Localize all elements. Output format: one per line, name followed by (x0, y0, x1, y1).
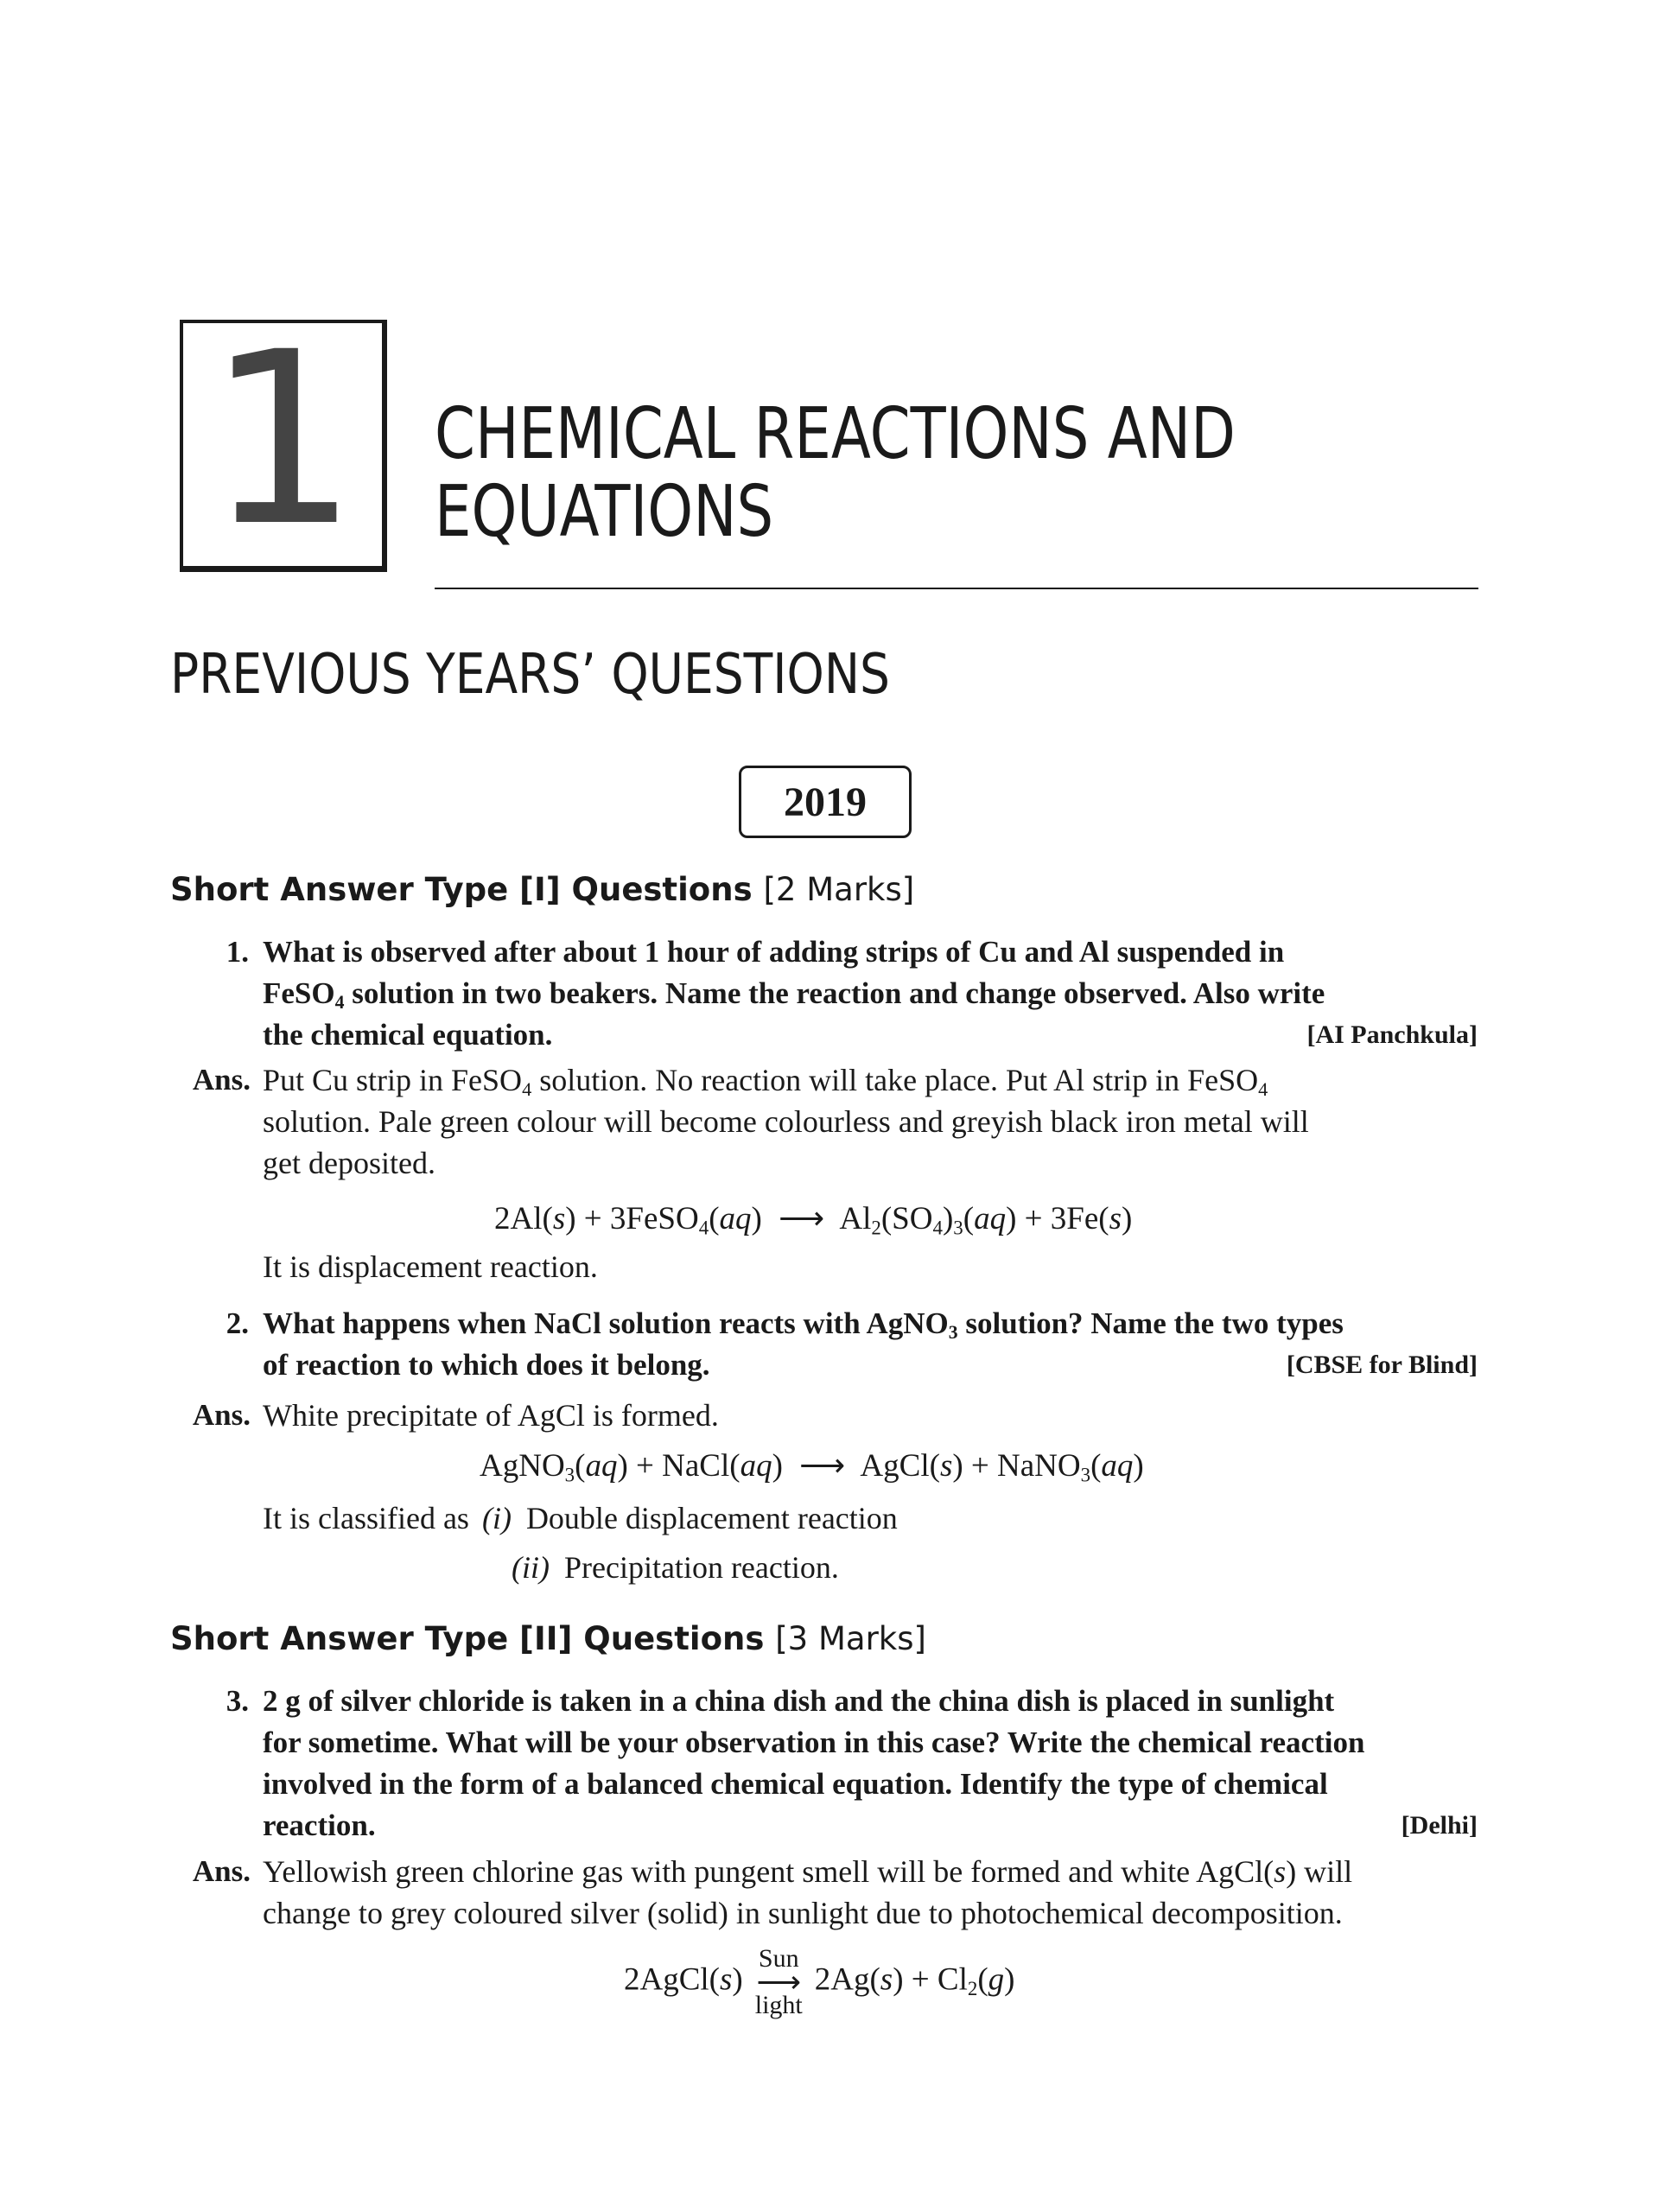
equation-1: 2Al(s) + 3FeSO$_4$(aq) ⟶ $Al_2(SO_4)_3(aq) + 3Fe(s)$ (494, 1201, 1133, 1239)
answer-1-line2: solution. Pale green colour will become colourless and greyish black iron metal will (263, 1104, 1309, 1139)
section-heading-1-marks: [2 Marks] (763, 871, 915, 908)
q3-line4-text: reaction. (263, 1808, 376, 1842)
question-1-source: [AI Panchkula] (1306, 1020, 1478, 1049)
q2-line2-text: of reaction to which does it belong. (263, 1348, 710, 1382)
q1-text-b: solution in two beakers. Name the reaction and change observed. Also write (344, 976, 1325, 1010)
question-1-text (263, 931, 1478, 1056)
q2-text-a: What happens when NaCl solution reacts with AgNO (263, 1306, 949, 1340)
question-2-number: 2. (226, 1306, 249, 1340)
arrow-label-bottom: light (754, 1991, 803, 2019)
q1-line3-text: the chemical equation. (263, 1018, 553, 1052)
q2-text-b: solution? Name the two types (957, 1306, 1344, 1340)
a3-state: s (1274, 1854, 1287, 1889)
question-3-source: [Delhi] (1401, 1811, 1478, 1840)
answer-2-classified (263, 1497, 898, 1539)
arrow-label-top: Sun (758, 1944, 799, 1973)
answer-3-label: Ans. (192, 1854, 251, 1888)
a1-sub2: 4 (1258, 1078, 1268, 1101)
answer-3-line2: change to grey coloured silver (solid) in sunlight due to photochemical decomposition. (263, 1896, 1343, 1930)
question-1-line3 (263, 1014, 1478, 1056)
class-1-text: Double displacement reaction (525, 1501, 898, 1535)
chapter-number: 1 (207, 302, 359, 579)
section-heading-1 (170, 871, 914, 908)
q1-sub: 4 (334, 992, 345, 1014)
section-heading-2-marks: [3 Marks] (775, 1620, 926, 1657)
chapter-title-rule (435, 588, 1478, 589)
question-1-line1: What is observed after about 1 hour of adding strips of Cu and Al suspended in (263, 935, 1285, 969)
question-3-line2: for sometime. What will be your observation in this case? Write the chemical reaction (263, 1726, 1365, 1759)
question-3-number: 3. (226, 1684, 249, 1718)
question-3-line3: involved in the form of a balanced chemical equation. Identify the type of chemical (263, 1767, 1328, 1801)
section-heading-1-text: Short Answer Type [I] Questions (170, 871, 753, 908)
equation-3: 2AgCl(s) Sun ⟶ light $2Ag(s) + Cl_2(g)$ (624, 1944, 1015, 2019)
question-1-line2 (263, 973, 1478, 1014)
answer-3-line1 (263, 1851, 1478, 1892)
q2-sub: 3 (948, 1322, 958, 1344)
year-badge: 2019 (739, 766, 912, 838)
answer-1-line3: get deposited. (263, 1146, 435, 1180)
answer-3-text (263, 1851, 1478, 1934)
question-3-line1: 2 g of silver chloride is taken in a china dish and the china dish is placed in sunlight (263, 1684, 1335, 1718)
q1-text-a: FeSO (263, 976, 335, 1010)
question-1-number: 1. (226, 935, 249, 969)
section-heading-2-text: Short Answer Type [II] Questions (170, 1620, 765, 1657)
equation-2: AgNO$_3$(aq) + NaCl(aq) ⟶ AgCl(s) + NaNO$_3$(aq) (480, 1448, 1144, 1486)
answer-1-line1 (263, 1059, 1478, 1101)
classified-as-text: It is classified as (263, 1501, 469, 1535)
answer-1-conclusion: It is displacement reaction. (263, 1249, 598, 1284)
section-title: PREVIOUS YEARS’ QUESTIONS (170, 643, 890, 707)
question-2-line1 (263, 1303, 1478, 1344)
class-2-number: (ii) (512, 1550, 550, 1585)
chapter-title-line1: CHEMICAL REACTIONS AND (435, 393, 1236, 475)
question-2-source: [CBSE for Blind] (1286, 1351, 1478, 1379)
class-1-number: (i) (481, 1501, 512, 1535)
class-2-text: Precipitation reaction. (563, 1550, 839, 1585)
question-2-text (263, 1303, 1478, 1386)
chapter-title (435, 393, 1285, 554)
a1-text-b: solution. No reaction will take place. Put Al strip in FeSO (531, 1063, 1259, 1097)
sunlight-arrow: Sun ⟶ light (754, 1944, 803, 2019)
section-heading-2 (170, 1620, 926, 1657)
a1-text-a: Put Cu strip in FeSO (263, 1063, 523, 1097)
question-3-text (263, 1681, 1478, 1847)
answer-1-text (263, 1059, 1478, 1184)
question-2-line2 (263, 1344, 1478, 1386)
answer-2-class2 (512, 1547, 839, 1588)
chapter-title-line2: EQUATIONS (435, 471, 774, 554)
answer-1-label: Ans. (192, 1063, 251, 1096)
a1-sub: 4 (522, 1078, 532, 1101)
answer-2-line1: White precipitate of AgCl is formed. (263, 1398, 719, 1433)
answer-2-label: Ans. (192, 1398, 251, 1432)
question-3-line4 (263, 1805, 1478, 1847)
a3-text-b: ) will (1286, 1854, 1353, 1889)
a3-text-a: Yellowish green chlorine gas with pungent smell will be formed and white AgCl( (263, 1854, 1274, 1889)
chapter-number-box (180, 302, 387, 579)
